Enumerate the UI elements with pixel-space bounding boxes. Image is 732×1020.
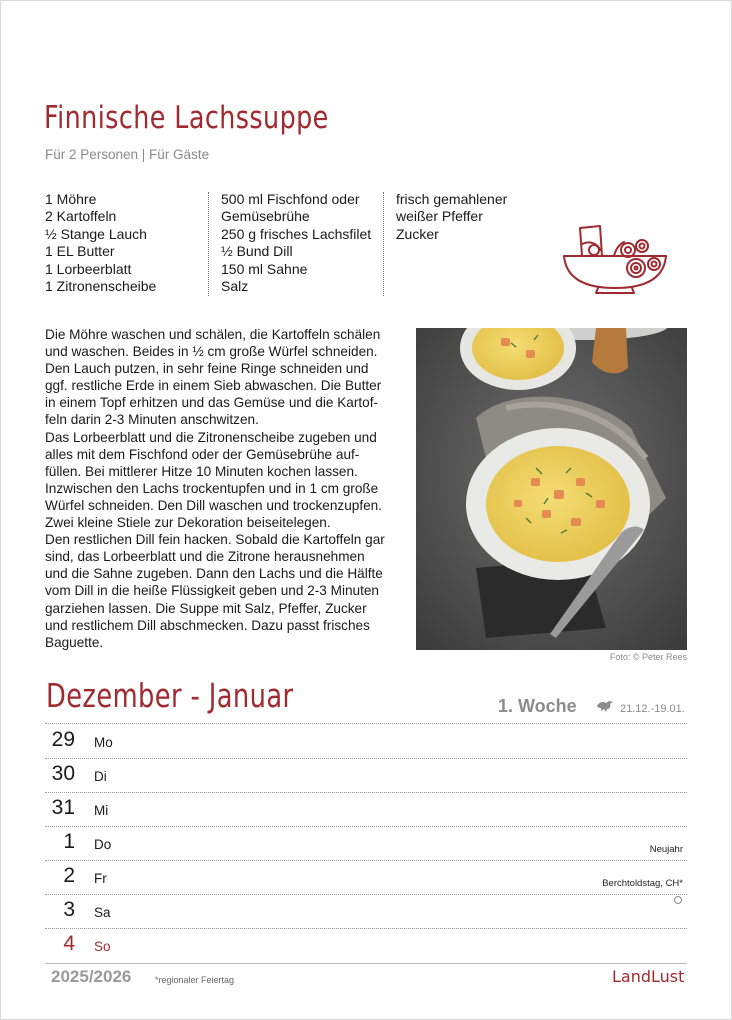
day-number: 1 — [63, 830, 75, 853]
column-divider — [208, 192, 209, 296]
soup-bowl-icon — [560, 222, 670, 294]
day-row[interactable] — [45, 758, 687, 793]
weekday-label: So — [94, 939, 111, 954]
ingredients-column-1 — [45, 191, 156, 295]
weekday-label: Do — [94, 837, 112, 852]
ingredient: Gemüsebrühe — [221, 208, 310, 225]
punch-hole-marker — [674, 896, 682, 904]
ingredient: ½ Bund Dill — [221, 243, 293, 260]
weekday-label: Mo — [94, 735, 113, 750]
ingredient: ½ Stange Lauch — [45, 225, 147, 242]
day-row[interactable] — [45, 826, 687, 861]
day-number: 3 — [63, 898, 75, 921]
bull-icon — [596, 699, 614, 713]
ingredient: frisch gemahlener — [396, 191, 508, 207]
ingredient: 2 Kartoffeln — [45, 208, 117, 225]
recipe-title: Finnische Lachssuppe — [44, 100, 329, 136]
holiday-label: Berchtoldstag, CH* — [602, 878, 683, 889]
instruction-paragraph: Den restlichen Dill fein hacken. Sobald die Kartoffeln gar sind, das Lorbeerblatt und die Zitrone herausnehmen und die Sahne zugeben. Dann den Lachs und die Hälfte vom Dill in die heiße Flüssigkeit geben und 2-3 Minuten garziehen lassen. Die Suppe mit Salz, Pfeffer, Zucker und restlichem Dill abschmecken. Dazu passt frisches Baguette. — [45, 532, 385, 650]
column-divider — [383, 192, 384, 296]
ingredients-column-3 — [396, 191, 507, 243]
day-number: 30 — [51, 762, 75, 785]
ingredients-column-2 — [221, 191, 371, 295]
ingredient: 1 Möhre — [45, 191, 97, 207]
ingredient: Zucker — [396, 225, 439, 242]
ingredient: 1 Zitronenscheibe — [45, 278, 157, 295]
day-number: 4 — [63, 932, 75, 955]
instruction-paragraph: Die Möhre waschen und schälen, die Kartoffeln schälen und waschen. Beides in ½ cm große Würfel schneiden. Den Lauch putzen, in sehr feine Ringe schneiden und ggf. restliche Erde in einem Sieb abwaschen. Die Butter in einem Topf erhitzen und das Gemüse und die Kartoffeln darin 2-3 Minuten anschwitzen. — [45, 327, 382, 428]
instruction-paragraph: Das Lorbeerblatt und die Zitronenscheibe zugeben und alles mit dem Fischfond oder der Gemüsebrühe auffüllen. Bei mittlerer Hitze 10 Minuten kochen lassen. Inzwischen den Lachs trockentupfen und in 1 cm große Würfel schneiden. Den Dill waschen und trockenzupfen. Zwei kleine Stiele zur Dekoration beiseitelegen. — [45, 429, 383, 531]
weekday-label: Fr — [94, 871, 107, 886]
day-row[interactable] — [45, 894, 687, 929]
holiday-label: Neujahr — [649, 844, 683, 855]
day-row-sunday[interactable] — [45, 928, 687, 962]
weekday-label: Mi — [94, 803, 109, 818]
ingredient: 150 ml Sahne — [221, 260, 308, 277]
ingredient: 1 Lorbeerblatt — [45, 260, 132, 277]
day-number: 31 — [51, 796, 75, 819]
day-number: 2 — [63, 864, 75, 887]
day-row[interactable] — [45, 860, 687, 895]
calendar-year: 2025/2026 — [51, 967, 132, 986]
day-row[interactable] — [45, 724, 687, 759]
holiday-footnote: *regionaler Feiertag — [155, 975, 235, 985]
weekday-label: Di — [94, 769, 107, 784]
date-range: 21.12.-19.01. — [620, 703, 685, 715]
ingredient: Salz — [221, 278, 249, 295]
ingredient: 500 ml Fischfond oder — [221, 191, 360, 207]
day-row[interactable] — [45, 792, 687, 827]
recipe-instructions — [45, 326, 390, 651]
brand-logo: LandLust — [612, 967, 685, 986]
week-label: 1. Woche — [498, 696, 577, 716]
recipe-subtitle: Für 2 Personen | Für Gäste — [45, 147, 210, 162]
day-number: 29 — [51, 728, 75, 751]
weekday-label: Sa — [94, 905, 111, 920]
footer-line — [45, 963, 687, 964]
ingredient: weißer Pfeffer — [396, 208, 483, 225]
soup-photo — [416, 328, 687, 650]
month-title: Dezember - Januar — [46, 676, 294, 715]
ingredient: 1 EL Butter — [45, 243, 115, 260]
ingredient: 250 g frisches Lachsfilet — [221, 225, 372, 242]
photo-credit: Foto: © Peter Rees — [609, 652, 687, 662]
